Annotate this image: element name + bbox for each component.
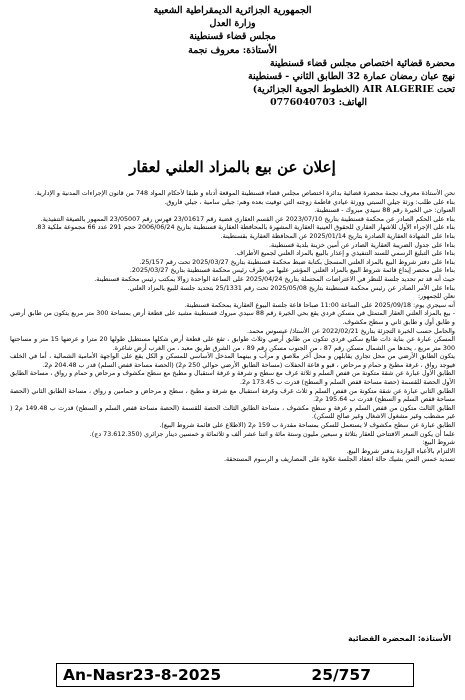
publication-date: An-Nasr23-8-2025 xyxy=(63,666,222,684)
body-paragraph: بناءا على التبليغ الرسمي للسند التنفيذي و إعذار بالبيع بالمزاد العلني لجميع الأطراف. xyxy=(234,250,455,258)
publication-footer xyxy=(56,663,414,687)
announcement-title: إعلان عن بيع بالمزاد العلني لعقار xyxy=(129,158,336,176)
body-paragraph: الطابق الأول عبارة عن شقة متكونة من قفص السلم و ثلاثة غرف مع سطح و شرفة و غرفة استقبال و مطبخ مع سطح مكشوف و مرحاض و حمام و رواق ، مساحة الطابق الأول الحصة للقسمة (حصة مساحة قفص السلم و السطح) قدرت ب 173.45 م2. xyxy=(10,370,455,387)
header-bailiff-name: الأستاذة: معروف نجمة xyxy=(188,44,277,56)
body-paragraph: والحامل حسب الخبرة التجزئة بتاريخ 2022/02/21 عن الأستاذ/ عيسوس محمد. xyxy=(247,327,455,335)
body-paragraph: الطابق الثالث متكون من قفص السلم و غرفة و سطح مكشوف ، مساحة الطابق الثالث الحصة للقسمة (الحصة مساحة قفص السلم و السطح) قدرت ب 149.48 م2 ( غير مشطب وغير مشغول الاشغال وغير صالح للسكن). xyxy=(10,404,455,421)
body-paragraph: شروط البيع: xyxy=(422,439,455,447)
body-paragraph: بناءا على الأمر الصادر عن رئيس محكمة قسنطينة بتاريخ 2025/05/08 تحت رقم 25/1331 بتحديد جلسة للبيع بالمزاد العلني. xyxy=(127,284,455,292)
header-landmark: تحت AIR ALGERIE (الخطوط الجوية الجزائرية) xyxy=(252,84,455,96)
body-paragraph: نعلن للجمهور: xyxy=(418,293,455,301)
header-ministry: وزارة العدل xyxy=(209,18,256,30)
body-paragraph: - بيع بالمزاد العلني العقار المتمثل في مسكن فردي يقع بحي الخيرة رقم 88 سيدي مبروك قسنطينة مشيد على قطعة أرض بمساحة 300 متر مربع يتكون من طابق أرضي و طابق أول و طابق ثاني و سطح مكشوف. xyxy=(10,310,455,326)
letterhead xyxy=(8,4,457,110)
header-court: مجلس قضاء قسنطينة xyxy=(189,31,276,43)
body-paragraph: المسكن عبارة عن بناية ذات طابع سكني فردي تتكون من طابق أرضي وثلاث طوابق ، تقع على قطعة أرض شكلها مستطيل طولها 20 مترا و عرضها 15 متر و مساحتها 300 متر مربع ، يحدها من الشمال مسكن رقم 87 ، من الجنوب مسكن رقم 89 ، من الشرق طريق معبد ، من الغرب أرض شاغرة. xyxy=(10,336,456,352)
announcement-number: 25/757 xyxy=(311,666,371,684)
body-paragraph: أنه سيجري يوم: 2025/09/18 على الساعة 11:00 صباحا قاعة جلسة البيوع العقارية بمحكمة قسنطينة. xyxy=(184,301,455,309)
body-paragraph: الطابق الثاني عبارة عن شقة متكونة من قفص السلم و ثلاث غرف وغرفة استقبال مع شرفة و مطبخ ، سطح و مرحاض و حمامين و رواق ، مساحة الطابق الثاني (الحصة مساحة قفص السلم و السطح) قدرت ب 195.64 م2. xyxy=(10,387,455,404)
body-paragraph: بناء على الإجراء الأول للاشهار العقاري للحقوق العينية العقارية المشهرة بالمحافظة العقارية قسنطينة بتاريخ 2006/06/24 حجم 291 عدد 66 مجموعة ملكية 83. xyxy=(35,224,455,232)
body-paragraph: علما أن يكون السعر الافتتاحي للعقار بثلاثة و سبعين مليون وستة مائة و اثنتا عشر ألف و ثلاثمائة و خمسين دينار جزائري (73.612.350 دج). xyxy=(89,430,455,438)
body-paragraph: بناءا على جدول الضريبة العقارية الصادر عن أمين خزينة بلدية قسنطينة. xyxy=(269,241,455,249)
body-paragraph: بناءا على دفتر شروط البيع بالمزاد العلني المسجل بكتابة ضبط محكمة قسنطينة بتاريخ 2025/03/27 تحت رقم 25/157. xyxy=(139,258,455,266)
header-phone: الهاتف: 0776040703 xyxy=(270,97,367,109)
body-paragraph: تسديد خمس الثمن بشيك حالة انعقاد الجلسة علاوة على المصاريف و الرسوم المستحقة. xyxy=(224,456,455,464)
body-paragraph: العنوان: حي الخيرة رقم 88 سيدي مبروك - قسنطينة. xyxy=(314,207,455,215)
body-paragraph: الالتزام بالأعباء الواردة بدفتر شروط البيع. xyxy=(346,447,455,455)
body-paragraph: بناء على الحكم الصادر عن محكمة قسنطينة بتاريخ 2023/07/10 عن القسم العقاري قضية رقم 23/01617 فهرس رقم 23/05007 الممهور بالصيغة التنفيذية. xyxy=(40,215,455,223)
header-address: نهج عبان رمضان عمارة 32 الطابق الثاني - قسنطينة xyxy=(248,71,455,83)
body-paragraph: حيث أنه قد تم تحديد جلسة للنظر في الاعتراضات المحتملة بتاريخ 2025/04/24 على الساعة الواحدة زوالا بمكتب رئيس محكمة قسنطينة. xyxy=(94,275,455,283)
announcement-body xyxy=(10,190,455,465)
body-paragraph: الطابق عبارة عن سطح مكشوف لا يستعمل للسكن بمساحة مقدرة ب 159 م2 (الاطلاع على قائمة شروط البيع). xyxy=(159,422,455,430)
signature-line: الأستاذة: المحضرة القضائية xyxy=(348,634,451,643)
header-republic: الجمهورية الجزائرية الديمقراطية الشعبية xyxy=(153,5,312,16)
body-paragraph: بناءا على محضر إيداع قائمة شروط البيع بالمزاد العلني المؤشر عليها من طرف رئيس محكمة قسنطينة بتاريخ 2025/03/27. xyxy=(129,267,455,275)
body-paragraph: يتكون الطابق الأرضي من محل تجاري يقابلهن و محل آخر ملاصق و مرأب و بينهما المدخل الأساسي للمسكن و الكل يقع على الواجهة الأمامية الشمالية ، أما في الخلف فيوجد رواق ، غرفة مطبخ و حمام و مرحاض ، قبو و قاعة الحفلات (مساحة الطابق الأرضي حوالي 250 م2) (الحصة مساحة قفص السلم) قدر ب 204.48 م2. xyxy=(10,353,455,369)
body-paragraph: بناءا على الشهادة العقارية الصادرة بتاريخ 2025/01/14 عن المحافظة العقارية بقسنطينة. xyxy=(220,232,455,240)
body-paragraph: بناء على طلب: ورثة جيلي السبتي وورثة عيادي فاطمة زوجته التي توفيت بعده وهم: جيلي سامية ، جيلي فاروق. xyxy=(164,198,455,206)
header-bailiff-jurisdiction: محضرة قضائية اختصاص مجلس قضاء قسنطينة xyxy=(269,57,455,69)
body-paragraph: نحن الأستاذة معروف نجمة محضرة قضائية بدائرة اختصاص مجلس قضاء قسنطينة الموقعة أدناه و طبقا لأحكام المواد 748 من قانون الإجراءات المدنية و الإدارية. xyxy=(34,190,455,197)
